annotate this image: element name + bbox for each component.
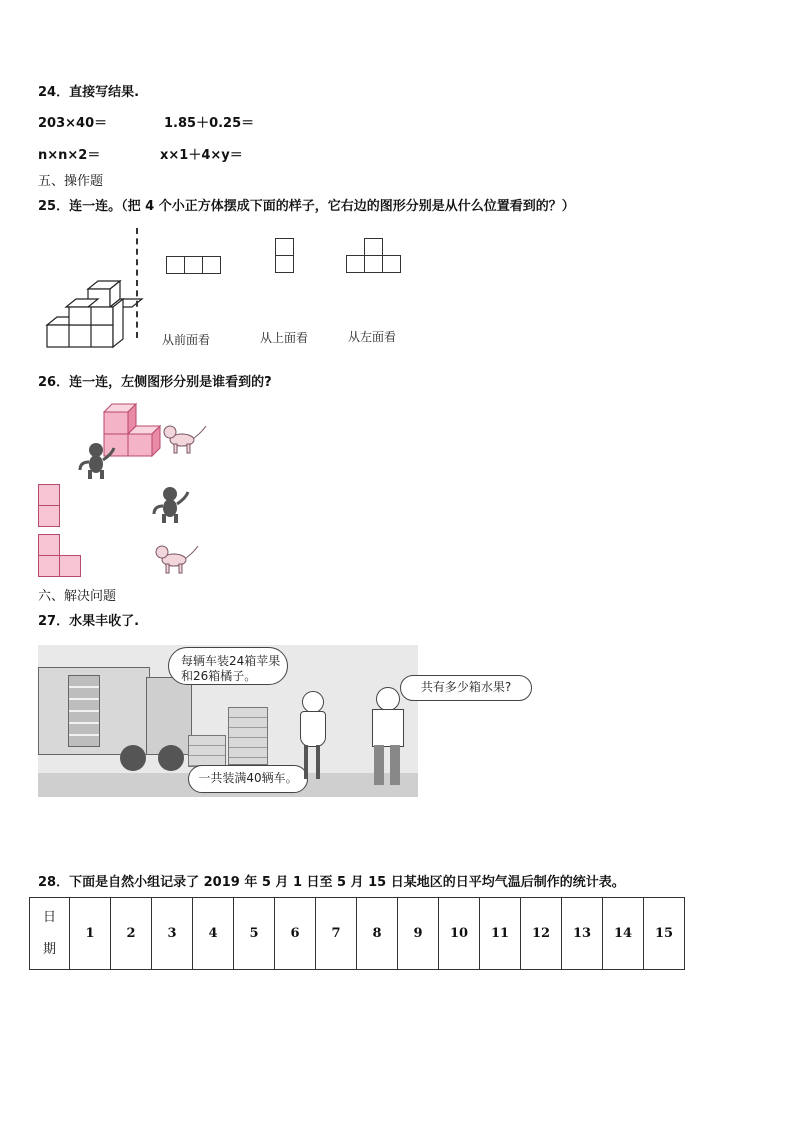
q24-item-3: n×n×2＝	[38, 148, 101, 163]
table-cell-day: 12	[521, 898, 562, 970]
q26-figure	[36, 402, 236, 582]
truck-wheel	[158, 745, 184, 771]
cube-stack-drawing	[44, 272, 144, 382]
bubble-top-line-1: 每辆车装24箱苹果	[181, 654, 281, 668]
q24-item-2: 1.85＋0.25＝	[164, 116, 255, 131]
caption-left[interactable]: 从左面看	[348, 330, 397, 344]
crate-stack	[228, 707, 268, 765]
table-cell-day: 6	[275, 898, 316, 970]
q27-illustration	[38, 645, 418, 797]
table-cell-day: 8	[357, 898, 398, 970]
truck-wheel	[120, 745, 146, 771]
q24-title: 24．直接写结果.	[38, 85, 140, 100]
table-cell-day: 15	[644, 898, 685, 970]
table-cell-day: 3	[152, 898, 193, 970]
table-cell-day: 13	[562, 898, 603, 970]
dog-icon[interactable]	[152, 540, 202, 576]
table-cell-day: 2	[111, 898, 152, 970]
table-cell-day: 7	[316, 898, 357, 970]
q24-item-1: 203×40＝	[38, 116, 108, 131]
caption-front[interactable]: 从前面看	[162, 333, 211, 347]
caption-top[interactable]: 从上面看	[260, 331, 309, 345]
speech-bubble-top	[168, 647, 288, 685]
monkey-icon[interactable]	[76, 440, 116, 480]
monkey-icon[interactable]	[150, 484, 190, 524]
table-cell-day: 9	[398, 898, 439, 970]
table-cell-day: 1	[70, 898, 111, 970]
speech-bubble-right: 共有多少箱水果?	[400, 675, 532, 701]
crate-stack	[188, 735, 226, 767]
table-cell-day: 11	[480, 898, 521, 970]
section-6-heading: 六、解决问题	[38, 589, 117, 604]
truck-cab	[146, 677, 192, 755]
table-cell-day: 4	[193, 898, 234, 970]
dashed-divider	[136, 228, 138, 338]
table-header-date	[30, 898, 70, 970]
table-cell-day: 14	[603, 898, 644, 970]
q27-title: 27．水果丰收了.	[38, 614, 140, 629]
speech-bubble-bottom: 一共装满40辆车。	[188, 765, 308, 793]
dog-icon[interactable]	[160, 420, 210, 456]
q25-figure	[44, 228, 409, 353]
section-5-heading: 五、操作题	[38, 174, 104, 189]
table-cell-day: 10	[439, 898, 480, 970]
q26-title: 26．连一连，左侧图形分别是谁看到的?	[38, 375, 272, 390]
bubble-top-line-2: 和26箱橘子。	[181, 669, 257, 683]
table-cell-day: 5	[234, 898, 275, 970]
table-row	[30, 898, 685, 970]
q28-title: 28．下面是自然小组记录了 2019 年 5 月 1 日至 5 月 15 日某地区的日平均气温后制作的统计表。	[38, 875, 625, 890]
q25-title: 25．连一连。（把 4 个小正方体摆成下面的样子，它右边的图形分别是从什么位置看到的？）	[38, 199, 575, 214]
temperature-table	[29, 897, 685, 970]
header-char-2: 期	[42, 941, 56, 957]
crates-in-truck	[68, 675, 100, 747]
header-char-1: 日	[42, 909, 56, 925]
q24-item-4: x×1＋4×y＝	[160, 148, 243, 163]
